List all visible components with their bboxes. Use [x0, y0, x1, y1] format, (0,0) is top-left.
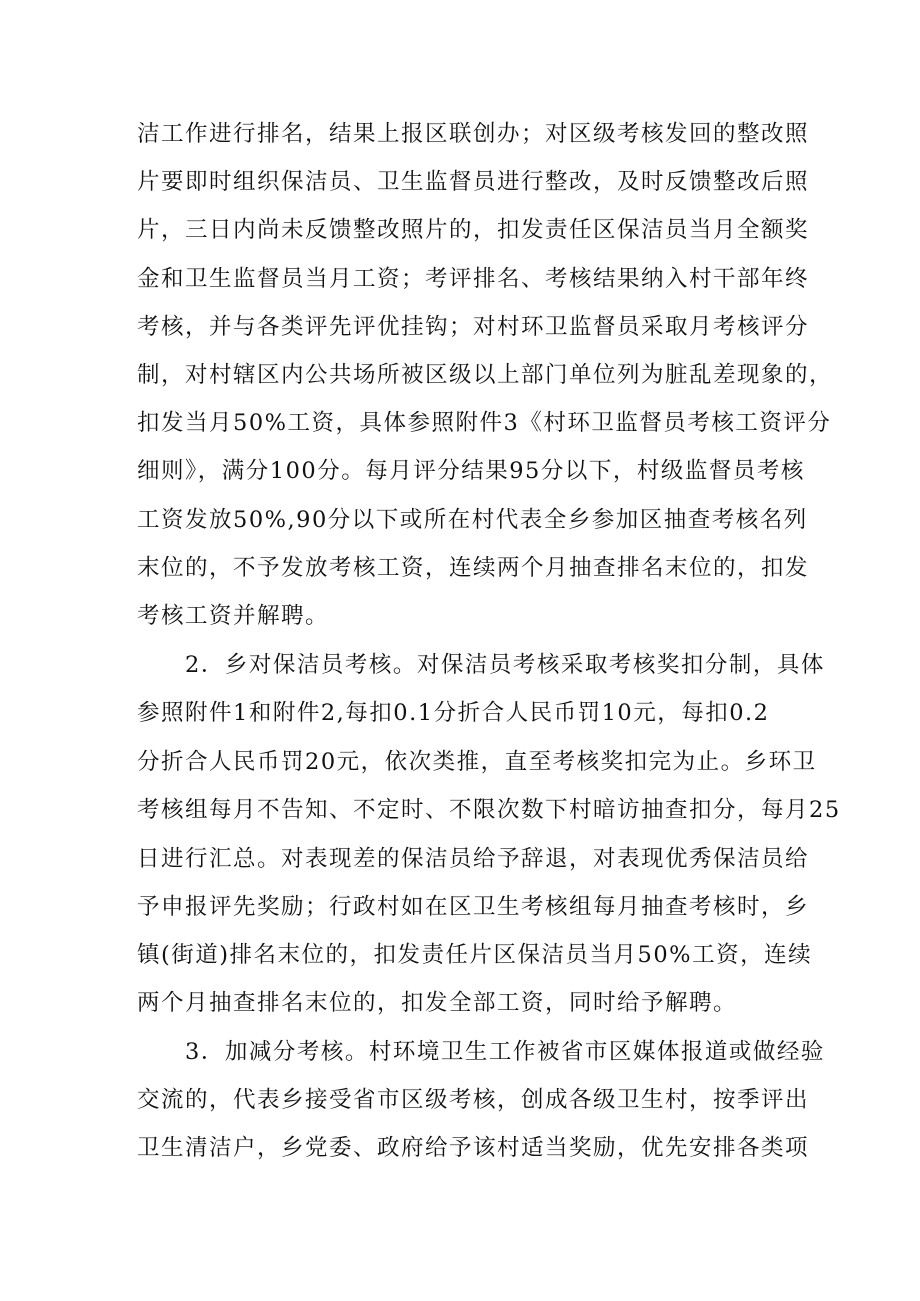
- text-line: 洁工作进行排名，结果上报区联创办；对区级考核发回的整改照: [137, 121, 810, 147]
- text-line: 末位的，不予发放考核工资，连续两个月抽查排名末位的，扣发: [137, 555, 810, 581]
- text-line: 日进行汇总。对表现差的保洁员给予辞退，对表现优秀保洁员给: [137, 846, 810, 872]
- text-line: 考核，并与各类评先评优挂钩；对村环卫监督员采取月考核评分: [137, 314, 810, 340]
- text-line: 金和卫生监督员当月工资；考评排名、考核结果纳入村干部年终: [137, 266, 810, 292]
- text-line: 片，三日内尚未反馈整改照片的，扣发责任区保洁员当月全额奖: [137, 217, 810, 243]
- text-line: 考核工资并解聘。: [137, 603, 330, 629]
- paragraph-2-start: 2．乡对保洁员考核。对保洁员考核采取考核奖扣分制，具体: [185, 652, 825, 678]
- text-line: 工资发放50%,90分以下或所在村代表全乡参加区抽查考核名列: [137, 507, 808, 533]
- text-line: 参照附件1和附件2,每扣0.1分折合人民币罚10元，每扣0.2: [137, 700, 770, 726]
- text-line: 镇(街道)排名末位的，扣发责任片区保洁员当月50%工资，连续: [137, 942, 813, 968]
- text-line: 卫生清洁户，乡党委、政府给予该村适当奖励，优先安排各类项: [137, 1135, 810, 1161]
- text-line: 细则》，满分100分。每月评分结果95分以下，村级监督员考核: [137, 458, 805, 484]
- text-line: 考核组每月不告知、不定时、不限次数下村暗访抽查扣分，每月25: [137, 797, 841, 823]
- text-line: 予申报评先奖励；行政村如在区卫生考核组每月抽查考核时，乡: [137, 894, 810, 920]
- text-line: 片要即时组织保洁员、卫生监督员进行整改，及时反馈整改后照: [137, 169, 810, 195]
- paragraph-3-start: 3．加减分考核。村环境卫生工作被省市区媒体报道或做经验: [185, 1039, 825, 1065]
- text-line: 分折合人民币罚20元，依次类推，直至考核奖扣完为止。乡环卫: [137, 749, 817, 775]
- text-line: 扣发当月50%工资，具体参照附件3《村环卫监督员考核工资评分: [137, 410, 832, 436]
- text-line: 制，对村辖区内公共场所被区级以上部门单位列为脏乱差现象的，: [137, 362, 834, 388]
- text-line: 两个月抽查排名末位的，扣发全部工资，同时给予解聘。: [137, 990, 738, 1016]
- text-line: 交流的，代表乡接受省市区级考核，创成各级卫生村，按季评出: [137, 1087, 810, 1113]
